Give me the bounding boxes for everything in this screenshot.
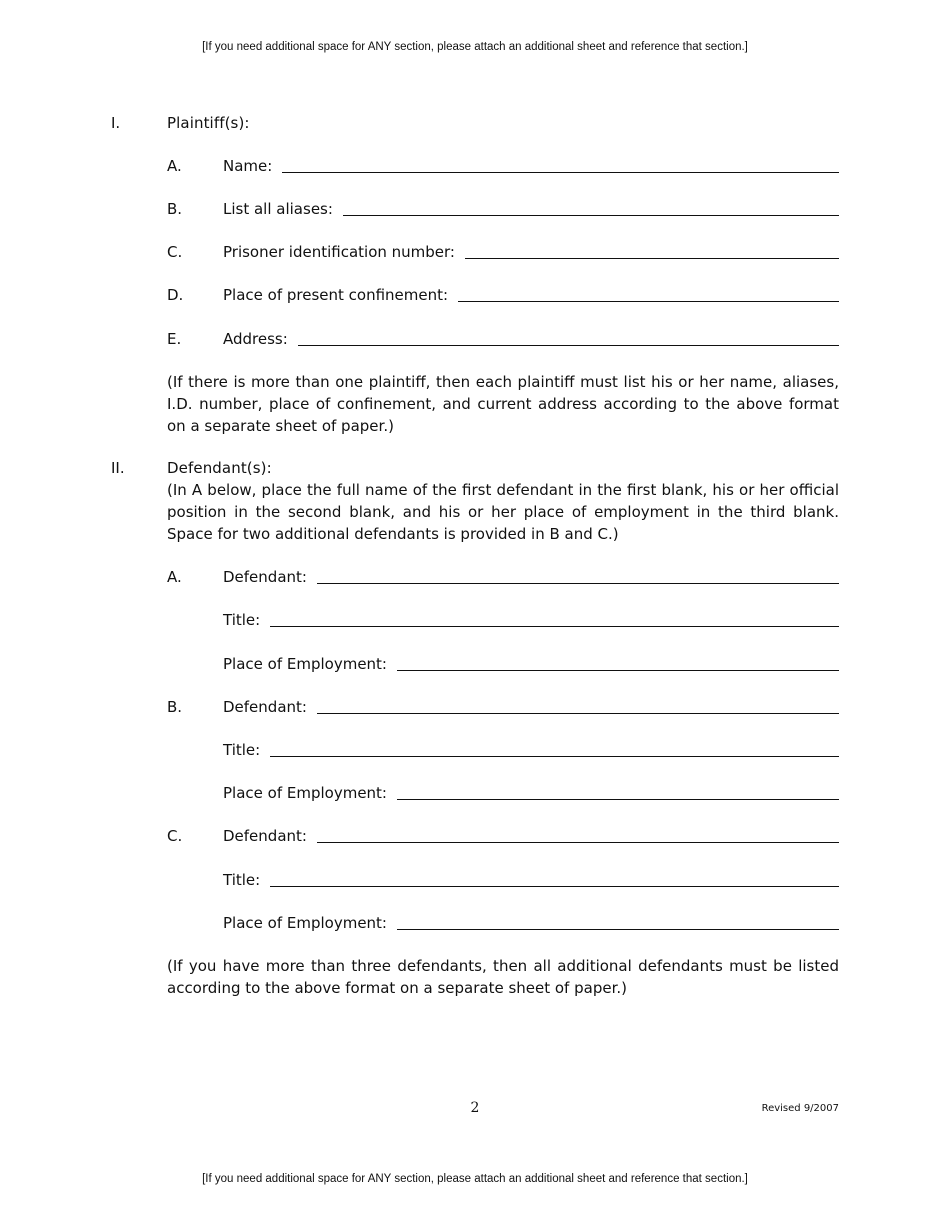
prisoner-id-field[interactable] (223, 241, 839, 261)
section-2-title: Defendant(s): (167, 459, 272, 477)
aliases-label: List all aliases: (223, 200, 333, 218)
defendant-b-title-field[interactable] (223, 739, 839, 759)
defendant-c-employment-label: Place of Employment: (223, 914, 387, 932)
address-label: Address: (223, 330, 288, 348)
defendant-a-employment-label: Place of Employment: (223, 655, 387, 673)
defendant-b-field[interactable] (223, 696, 839, 716)
prisoner-id-label: Prisoner identification number: (223, 243, 455, 261)
defendant-c-title-blank[interactable] (270, 886, 839, 887)
defendant-c-field[interactable] (223, 825, 839, 845)
defendant-c-employment-field[interactable] (223, 912, 839, 932)
address-field[interactable] (223, 328, 839, 348)
defendant-a-title-label: Title: (223, 611, 261, 629)
field-letter-b: B. (167, 200, 183, 218)
section-1-numeral: I. (111, 114, 121, 132)
defendant-b-employment-field[interactable] (223, 782, 839, 802)
confinement-label: Place of present confinement: (223, 286, 449, 304)
defendant-a-title-blank[interactable] (270, 626, 839, 627)
aliases-field[interactable] (223, 198, 839, 218)
defendant-letter-c: C. (167, 827, 183, 845)
defendant-c-label: Defendant: (223, 827, 307, 845)
page-number: 2 (470, 1100, 480, 1116)
name-label: Name: (223, 157, 273, 175)
section-2-numeral: II. (111, 459, 125, 477)
plaintiff-note: (If there is more than one plaintiff, then each plaintiff must list his or her name, aliases, I.D. number, place of confinement, and current address according to the above format on a separate sheet of paper.) (167, 373, 839, 435)
confinement-field[interactable] (223, 284, 839, 304)
defendant-c-title-field[interactable] (223, 869, 839, 889)
defendant-b-label: Defendant: (223, 698, 307, 716)
section-1-title: Plaintiff(s): (167, 114, 250, 132)
defendant-a-field[interactable] (223, 566, 839, 586)
defendant-a-employment-field[interactable] (223, 653, 839, 673)
defendant-b-title-label: Title: (223, 741, 261, 759)
revised-date: Revised 9/2007 (761, 1103, 839, 1114)
defendant-intro: (In A below, place the full name of the first defendant in the first blank, his or her official position in the second blank, and his or her place of employment in the third blank. Space for two additional defendants is provided in B and C.) (167, 481, 839, 543)
bottom-notice: [If you need additional space for ANY section, please attach an additional sheet and reference that section.] (202, 1173, 748, 1185)
defendant-c-employment-blank[interactable] (397, 929, 839, 930)
top-notice: [If you need additional space for ANY section, please attach an additional sheet and reference that section.] (202, 41, 748, 53)
defendant-c-title-label: Title: (223, 871, 261, 889)
name-blank[interactable] (282, 172, 839, 173)
defendant-c-blank[interactable] (317, 842, 839, 843)
defendant-b-blank[interactable] (317, 713, 839, 714)
defendant-letter-a: A. (167, 568, 182, 586)
defendant-b-employment-blank[interactable] (397, 799, 839, 800)
defendant-b-employment-label: Place of Employment: (223, 784, 387, 802)
prisoner-id-blank[interactable] (465, 258, 839, 259)
field-letter-e: E. (167, 330, 182, 348)
defendant-letter-b: B. (167, 698, 183, 716)
field-letter-c: C. (167, 243, 183, 261)
name-field[interactable] (223, 155, 839, 175)
defendant-a-title-field[interactable] (223, 609, 839, 629)
field-letter-a: A. (167, 157, 182, 175)
field-letter-d: D. (167, 286, 184, 304)
defendant-note: (If you have more than three defendants, then all additional defendants must be listed according to the above format on a separate sheet of paper.) (167, 957, 839, 997)
defendant-a-blank[interactable] (317, 583, 839, 584)
aliases-blank[interactable] (343, 215, 839, 216)
defendant-a-employment-blank[interactable] (397, 670, 839, 671)
defendant-b-title-blank[interactable] (270, 756, 839, 757)
confinement-blank[interactable] (458, 301, 839, 302)
defendant-a-label: Defendant: (223, 568, 307, 586)
address-blank[interactable] (298, 345, 839, 346)
